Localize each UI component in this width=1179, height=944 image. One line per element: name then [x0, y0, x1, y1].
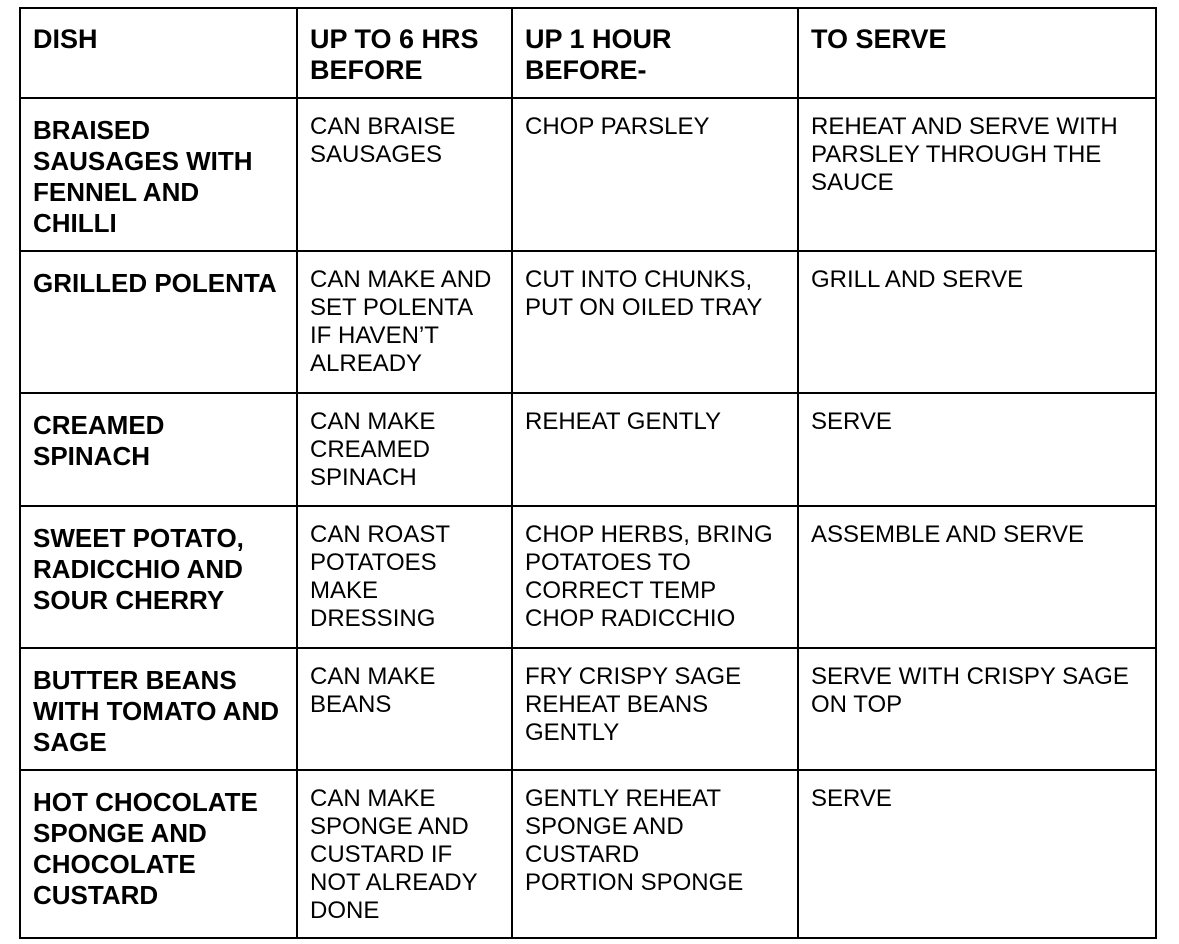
prep-schedule-sheet: [19, 7, 1155, 937]
dish-cell: BUTTER BEANS WITH TOMATO AND SAGE: [20, 648, 297, 770]
dish-cell: BRAISED SAUSAGES WITH FENNEL AND CHILLI: [20, 98, 297, 251]
table-row: [20, 393, 1156, 506]
table-row: [20, 770, 1156, 938]
dish-cell: GRILLED POLENTA: [20, 251, 297, 393]
dish-cell: CREAMED SPINACH: [20, 393, 297, 506]
header-up-to-6-hrs: UP TO 6 HRS BEFORE: [297, 8, 512, 98]
dish-cell: SWEET POTATO, RADICCHIO AND SOUR CHERRY: [20, 506, 297, 648]
prep-schedule-table: [19, 7, 1157, 939]
one-hour-cell: CUT INTO CHUNKS, PUT ON OILED TRAY: [512, 251, 798, 393]
to-serve-cell: GRILL AND SERVE: [798, 251, 1156, 393]
one-hour-cell: CHOP HERBS, BRING POTATOES TO CORRECT TEMP CHOP RADICCHIO: [512, 506, 798, 648]
one-hour-cell: GENTLY REHEAT SPONGE AND CUSTARD PORTION SPONGE: [512, 770, 798, 938]
to-serve-cell: SERVE: [798, 770, 1156, 938]
one-hour-cell: FRY CRISPY SAGE REHEAT BEANS GENTLY: [512, 648, 798, 770]
table-row: [20, 98, 1156, 251]
header-dish: DISH: [20, 8, 297, 98]
header-to-serve: TO SERVE: [798, 8, 1156, 98]
table-row: [20, 648, 1156, 770]
six-hrs-cell: CAN MAKE SPONGE AND CUSTARD IF NOT ALREADY DONE: [297, 770, 512, 938]
six-hrs-cell: CAN BRAISE SAUSAGES: [297, 98, 512, 251]
one-hour-cell: REHEAT GENTLY: [512, 393, 798, 506]
to-serve-cell: REHEAT AND SERVE WITH PARSLEY THROUGH THE SAUCE: [798, 98, 1156, 251]
six-hrs-cell: CAN MAKE CREAMED SPINACH: [297, 393, 512, 506]
six-hrs-cell: CAN MAKE AND SET POLENTA IF HAVEN’T ALREADY: [297, 251, 512, 393]
table-row: [20, 251, 1156, 393]
table-header-row: [20, 8, 1156, 98]
to-serve-cell: SERVE WITH CRISPY SAGE ON TOP: [798, 648, 1156, 770]
six-hrs-cell: CAN ROAST POTATOES MAKE DRESSING: [297, 506, 512, 648]
to-serve-cell: ASSEMBLE AND SERVE: [798, 506, 1156, 648]
table-row: [20, 506, 1156, 648]
dish-cell: HOT CHOCOLATE SPONGE AND CHOCOLATE CUSTARD: [20, 770, 297, 938]
one-hour-cell: CHOP PARSLEY: [512, 98, 798, 251]
to-serve-cell: SERVE: [798, 393, 1156, 506]
header-up-1-hour: UP 1 HOUR BEFORE-: [512, 8, 798, 98]
six-hrs-cell: CAN MAKE BEANS: [297, 648, 512, 770]
